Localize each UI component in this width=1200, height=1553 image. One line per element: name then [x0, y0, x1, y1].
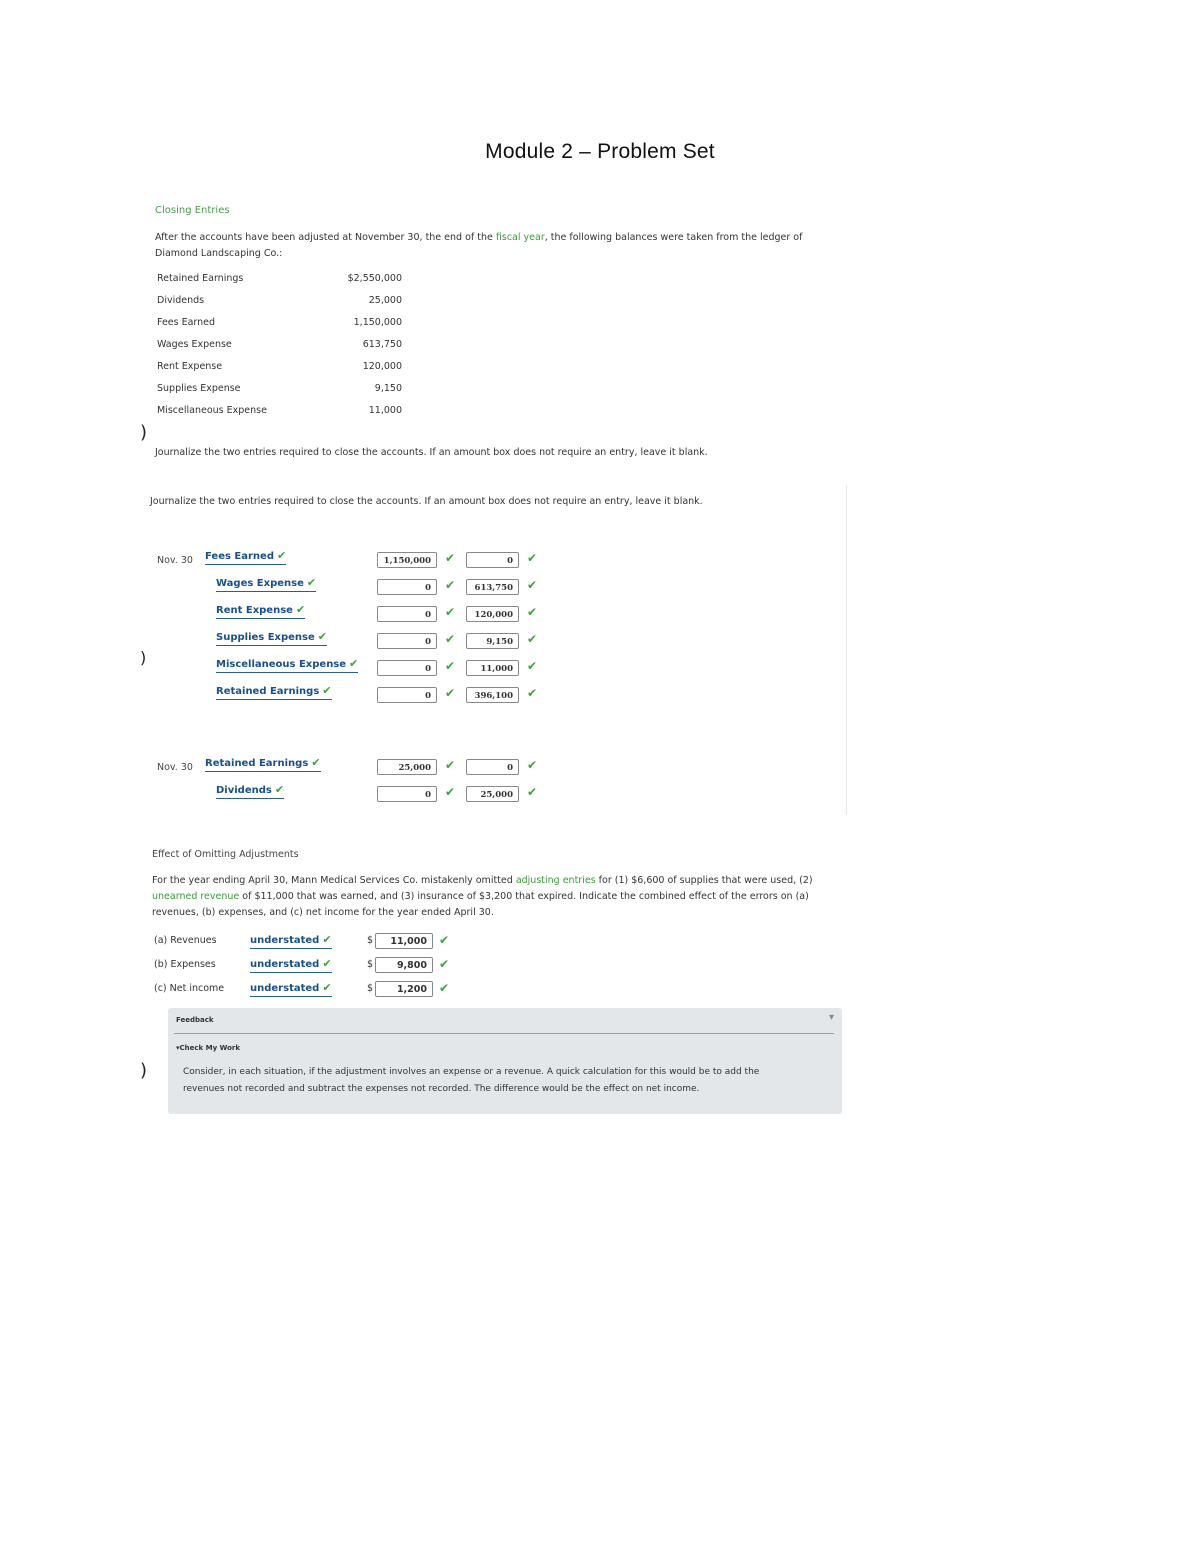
balance-row — [157, 339, 402, 361]
currency-symbol: $ — [367, 983, 374, 994]
balance-row — [157, 273, 402, 295]
closing-entries-heading: Closing Entries — [155, 205, 230, 216]
effect-select-value: understated — [250, 983, 320, 994]
debit-input[interactable]: 1,150,000 — [377, 552, 437, 568]
amount-input[interactable]: 9,800 — [375, 957, 433, 973]
debit-input[interactable]: 0 — [377, 606, 437, 622]
credit-input[interactable]: 9,150 — [466, 633, 519, 649]
margin-bracket: ) — [140, 422, 148, 443]
balance-value: $2,550,000 — [347, 273, 402, 284]
checkmark-icon: ✔ — [527, 758, 538, 772]
checkmark-icon: ✔ — [439, 957, 450, 971]
balance-row — [157, 361, 402, 383]
debit-input[interactable]: 0 — [377, 579, 437, 595]
account-select[interactable] — [216, 783, 284, 799]
fiscal-year-link[interactable]: fiscal year — [495, 232, 545, 243]
effect-row-label: (c) Net income — [154, 983, 225, 994]
checkmark-icon: ✔ — [445, 785, 456, 799]
balance-label: Supplies Expense — [157, 383, 241, 394]
margin-bracket: ) — [140, 1060, 148, 1081]
checkmark-icon: ✔ — [311, 756, 321, 769]
checkmark-icon: ✔ — [527, 551, 538, 565]
checkmark-icon: ✔ — [322, 684, 332, 697]
account-name: Dividends — [216, 785, 272, 796]
balance-label: Wages Expense — [157, 339, 232, 350]
balance-label: Dividends — [157, 295, 205, 306]
balance-value: 120,000 — [362, 361, 402, 372]
effect-select[interactable] — [250, 981, 332, 997]
debit-input[interactable]: 0 — [377, 633, 437, 649]
balance-row — [157, 383, 402, 405]
closing-intro — [155, 230, 845, 262]
checkmark-icon: ✔ — [306, 576, 317, 589]
feedback-divider — [174, 1033, 834, 1034]
entry-date: Nov. 30 — [157, 555, 193, 566]
checkmark-icon: ✔ — [445, 632, 456, 646]
checkmark-icon: ✔ — [277, 549, 287, 562]
account-name: Retained Earnings — [216, 686, 320, 697]
checkmark-icon: ✔ — [445, 758, 456, 772]
checkmark-icon: ✔ — [527, 785, 538, 799]
account-select[interactable] — [216, 630, 327, 646]
panel-divider — [846, 485, 847, 815]
account-name: Rent Expense — [216, 605, 293, 616]
credit-input[interactable]: 120,000 — [466, 606, 519, 622]
checkmark-icon: ✔ — [322, 933, 332, 946]
effect-text-2: for (1) $6,600 of supplies that were used, (2) — [595, 875, 813, 886]
credit-input[interactable]: 11,000 — [466, 660, 519, 676]
checkmark-icon: ✔ — [445, 551, 456, 565]
account-name: Wages Expense — [216, 578, 304, 589]
debit-input[interactable]: 0 — [377, 786, 437, 802]
margin-bracket: ) — [140, 648, 147, 667]
account-name: Fees Earned — [205, 551, 274, 562]
effect-row-label: (a) Revenues — [154, 935, 217, 946]
checkmark-icon: ✔ — [527, 578, 538, 592]
checkmark-icon: ✔ — [322, 981, 332, 994]
account-name: Retained Earnings — [205, 758, 309, 769]
entry-date: Nov. 30 — [157, 762, 193, 773]
currency-symbol: $ — [367, 959, 374, 970]
account-select[interactable] — [205, 756, 321, 772]
adjusting-entries-link[interactable]: adjusting entries — [515, 875, 596, 886]
checkmark-icon: ✔ — [445, 605, 456, 619]
debit-input[interactable]: 0 — [377, 687, 437, 703]
credit-input[interactable]: 613,750 — [466, 579, 519, 595]
credit-input[interactable]: 0 — [466, 552, 519, 568]
closing-intro-text: After the accounts have been adjusted at November 30, the end of the — [155, 232, 496, 243]
balance-row — [157, 317, 402, 339]
checkmark-icon: ✔ — [527, 686, 538, 700]
balance-label: Retained Earnings — [157, 273, 244, 284]
debit-input[interactable]: 25,000 — [377, 759, 437, 775]
checkmark-icon: ✔ — [322, 957, 332, 970]
feedback-line: revenues not recorded and subtract the expenses not recorded. The difference would be the effect on net income. — [183, 1084, 700, 1094]
effect-select[interactable] — [250, 933, 332, 949]
account-select[interactable] — [205, 549, 286, 565]
feedback-line: Consider, in each situation, if the adjustment involves an expense or a revenue. A quick calculation for this would be to add the — [183, 1067, 760, 1077]
account-select[interactable] — [216, 576, 316, 592]
feedback-text — [183, 1064, 833, 1098]
account-select[interactable] — [216, 657, 358, 673]
balance-label: Rent Expense — [157, 361, 223, 372]
credit-input[interactable]: 0 — [466, 759, 519, 775]
chevron-down-icon: ▾ — [176, 1044, 180, 1052]
feedback-panel — [168, 1008, 842, 1114]
balance-value: 25,000 — [368, 295, 402, 306]
unearned-revenue-link[interactable]: unearned revenue — [152, 891, 240, 902]
effect-select-value: understated — [250, 959, 320, 970]
closing-intro-text-end: , the following balances were taken from the ledger of Diamond Landscaping Co.: — [155, 232, 803, 259]
effect-text-3: of $11,000 that was earned, and (3) insurance of $3,200 that expired. Indicate the combined effect of the errors on (a) — [239, 891, 809, 902]
effect-row-label: (b) Expenses — [154, 959, 216, 970]
checkmark-icon: ✔ — [445, 686, 456, 700]
checkmark-icon: ✔ — [527, 605, 538, 619]
checkmark-icon: ✔ — [439, 933, 450, 947]
effect-text-4: revenues, (b) expenses, and (c) net income for the year ended April 30. — [152, 907, 494, 918]
debit-input[interactable]: 0 — [377, 660, 437, 676]
balance-label: Fees Earned — [157, 317, 216, 328]
credit-input[interactable]: 396,100 — [466, 687, 519, 703]
account-name: Miscellaneous Expense — [216, 659, 347, 670]
credit-input[interactable]: 25,000 — [466, 786, 519, 802]
checkmark-icon: ✔ — [439, 981, 450, 995]
balance-value: 11,000 — [368, 405, 402, 416]
account-select[interactable] — [216, 603, 305, 619]
page-title: Module 2 – Problem Set — [485, 140, 715, 163]
check-my-work-toggle[interactable] — [176, 1044, 240, 1052]
feedback-title: Feedback — [176, 1016, 214, 1024]
checkmark-icon: ✔ — [274, 783, 285, 796]
instruction-text: Journalize the two entries required to close the accounts. If an amount box does not require an entry, leave it blank. — [155, 447, 708, 458]
effect-heading: Effect of Omitting Adjustments — [152, 849, 299, 860]
amount-input[interactable]: 1,200 — [375, 981, 433, 997]
instruction-text-repeat: Journalize the two entries required to close the accounts. If an amount box does not require an entry, leave it blank. — [150, 496, 703, 507]
checkmark-icon: ✔ — [295, 603, 306, 616]
checkmark-icon: ✔ — [527, 659, 538, 673]
checkmark-icon: ✔ — [445, 659, 456, 673]
effect-problem-text — [152, 873, 842, 921]
check-my-work-label: Check My Work — [179, 1044, 240, 1052]
balance-label: Miscellaneous Expense — [157, 405, 267, 416]
amount-input[interactable]: 11,000 — [375, 933, 433, 949]
checkmark-icon: ✔ — [445, 578, 456, 592]
currency-symbol: $ — [367, 935, 374, 946]
checkmark-icon: ✔ — [349, 657, 359, 670]
balance-row — [157, 295, 402, 317]
checkmark-icon: ✔ — [317, 630, 328, 643]
collapse-icon[interactable]: ▾ — [828, 1012, 834, 1023]
effect-text-1: For the year ending April 30, Mann Medical Services Co. mistakenly omitted — [152, 875, 516, 886]
effect-select[interactable] — [250, 957, 332, 973]
account-select[interactable] — [216, 684, 332, 700]
balance-value: 613,750 — [362, 339, 402, 350]
balance-value: 9,150 — [374, 383, 402, 394]
balance-value: 1,150,000 — [353, 317, 402, 328]
balance-row — [157, 405, 402, 427]
checkmark-icon: ✔ — [527, 632, 538, 646]
account-name: Supplies Expense — [216, 632, 315, 643]
effect-select-value: understated — [250, 935, 320, 946]
